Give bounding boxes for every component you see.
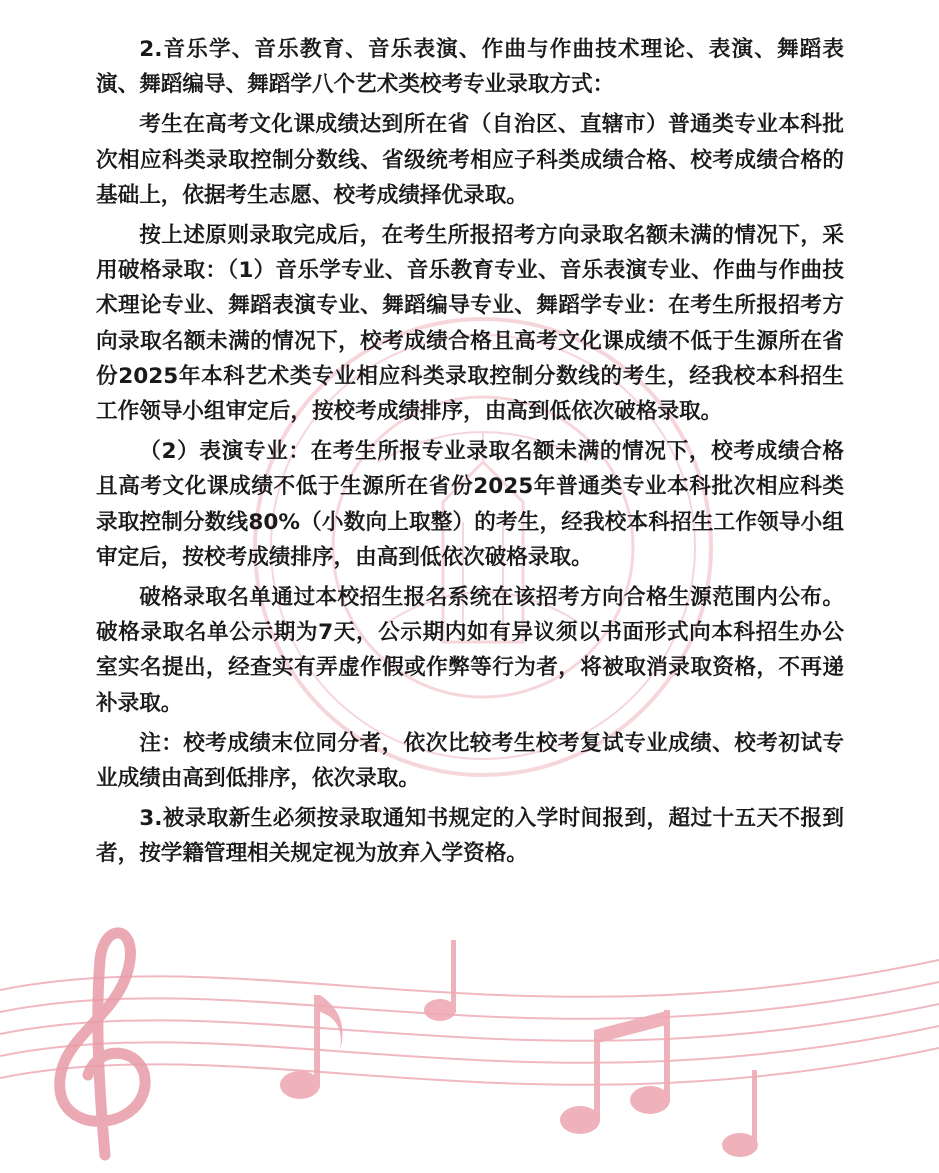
paragraph-tie-note: 注：校考成绩末位同分者，依次比较考生校考复试专业成绩、校考初试专业成绩由高到低排序，依次录取。 — [96, 730, 844, 792]
paragraph-admission-basis: 考生在高考文化课成绩达到所在省（自治区、直辖市）普通类专业本科批次相应科类录取控制分数线、省级统考相应子科类成绩合格、校考成绩合格的基础上，依据考生志愿、校考成绩择优录取。 — [96, 112, 844, 208]
paragraph-performance-major: （2）表演专业：在考生所报专业录取名额未满的情况下，校考成绩合格且高考文化课成绩不低于生源所在省份2025年普通类专业本科批次相应科类录取控制分数线80%（小数向上取整）的考生，经我校本科招生工作领导小组审定后，按校考成绩排序，由高到低依次破格录取。 — [96, 439, 844, 570]
document-body — [96, 32, 844, 877]
paragraph-publication: 破格录取名单通过本校招生报名系统在该招考方向合格生源范围内公布。破格录取名单公示期为7天，公示期内如有异议须以书面形式向本科招生办公室实名提出，经查实有弄虚作假或作弊等行为者，将被取消录取资格，不再递补录取。 — [96, 585, 844, 716]
paragraph-admission-intro: 2.音乐学、音乐教育、音乐表演、作曲与作曲技术理论、表演、舞蹈表演、舞蹈编导、舞蹈学八个艺术类校考专业录取方式： — [96, 37, 844, 98]
paragraph-registration: 3.被录取新生必须按录取通知书规定的入学时间报到，超过十五天不报到者，按学籍管理相关规定视为放弃入学资格。 — [96, 806, 844, 867]
paragraph-exceptional-admission: 按上述原则录取完成后，在考生所报招考方向录取名额未满的情况下，采用破格录取：（1）音乐学专业、音乐教育专业、音乐表演专业、作曲与作曲技术理论专业、舞蹈表演专业、舞蹈编导专业、舞蹈学专业：在考生所报招考方向录取名额未满的情况下，校考成绩合格且高考文化课成绩不低于生源所在省份2025年本科艺术类专业相应科类录取控制分数线的考生，经我校本科招生工作领导小组审定后，按校考成绩排序，由高到低依次破格录取。 — [96, 223, 844, 425]
music-staff-decoration-icon — [0, 900, 939, 1173]
